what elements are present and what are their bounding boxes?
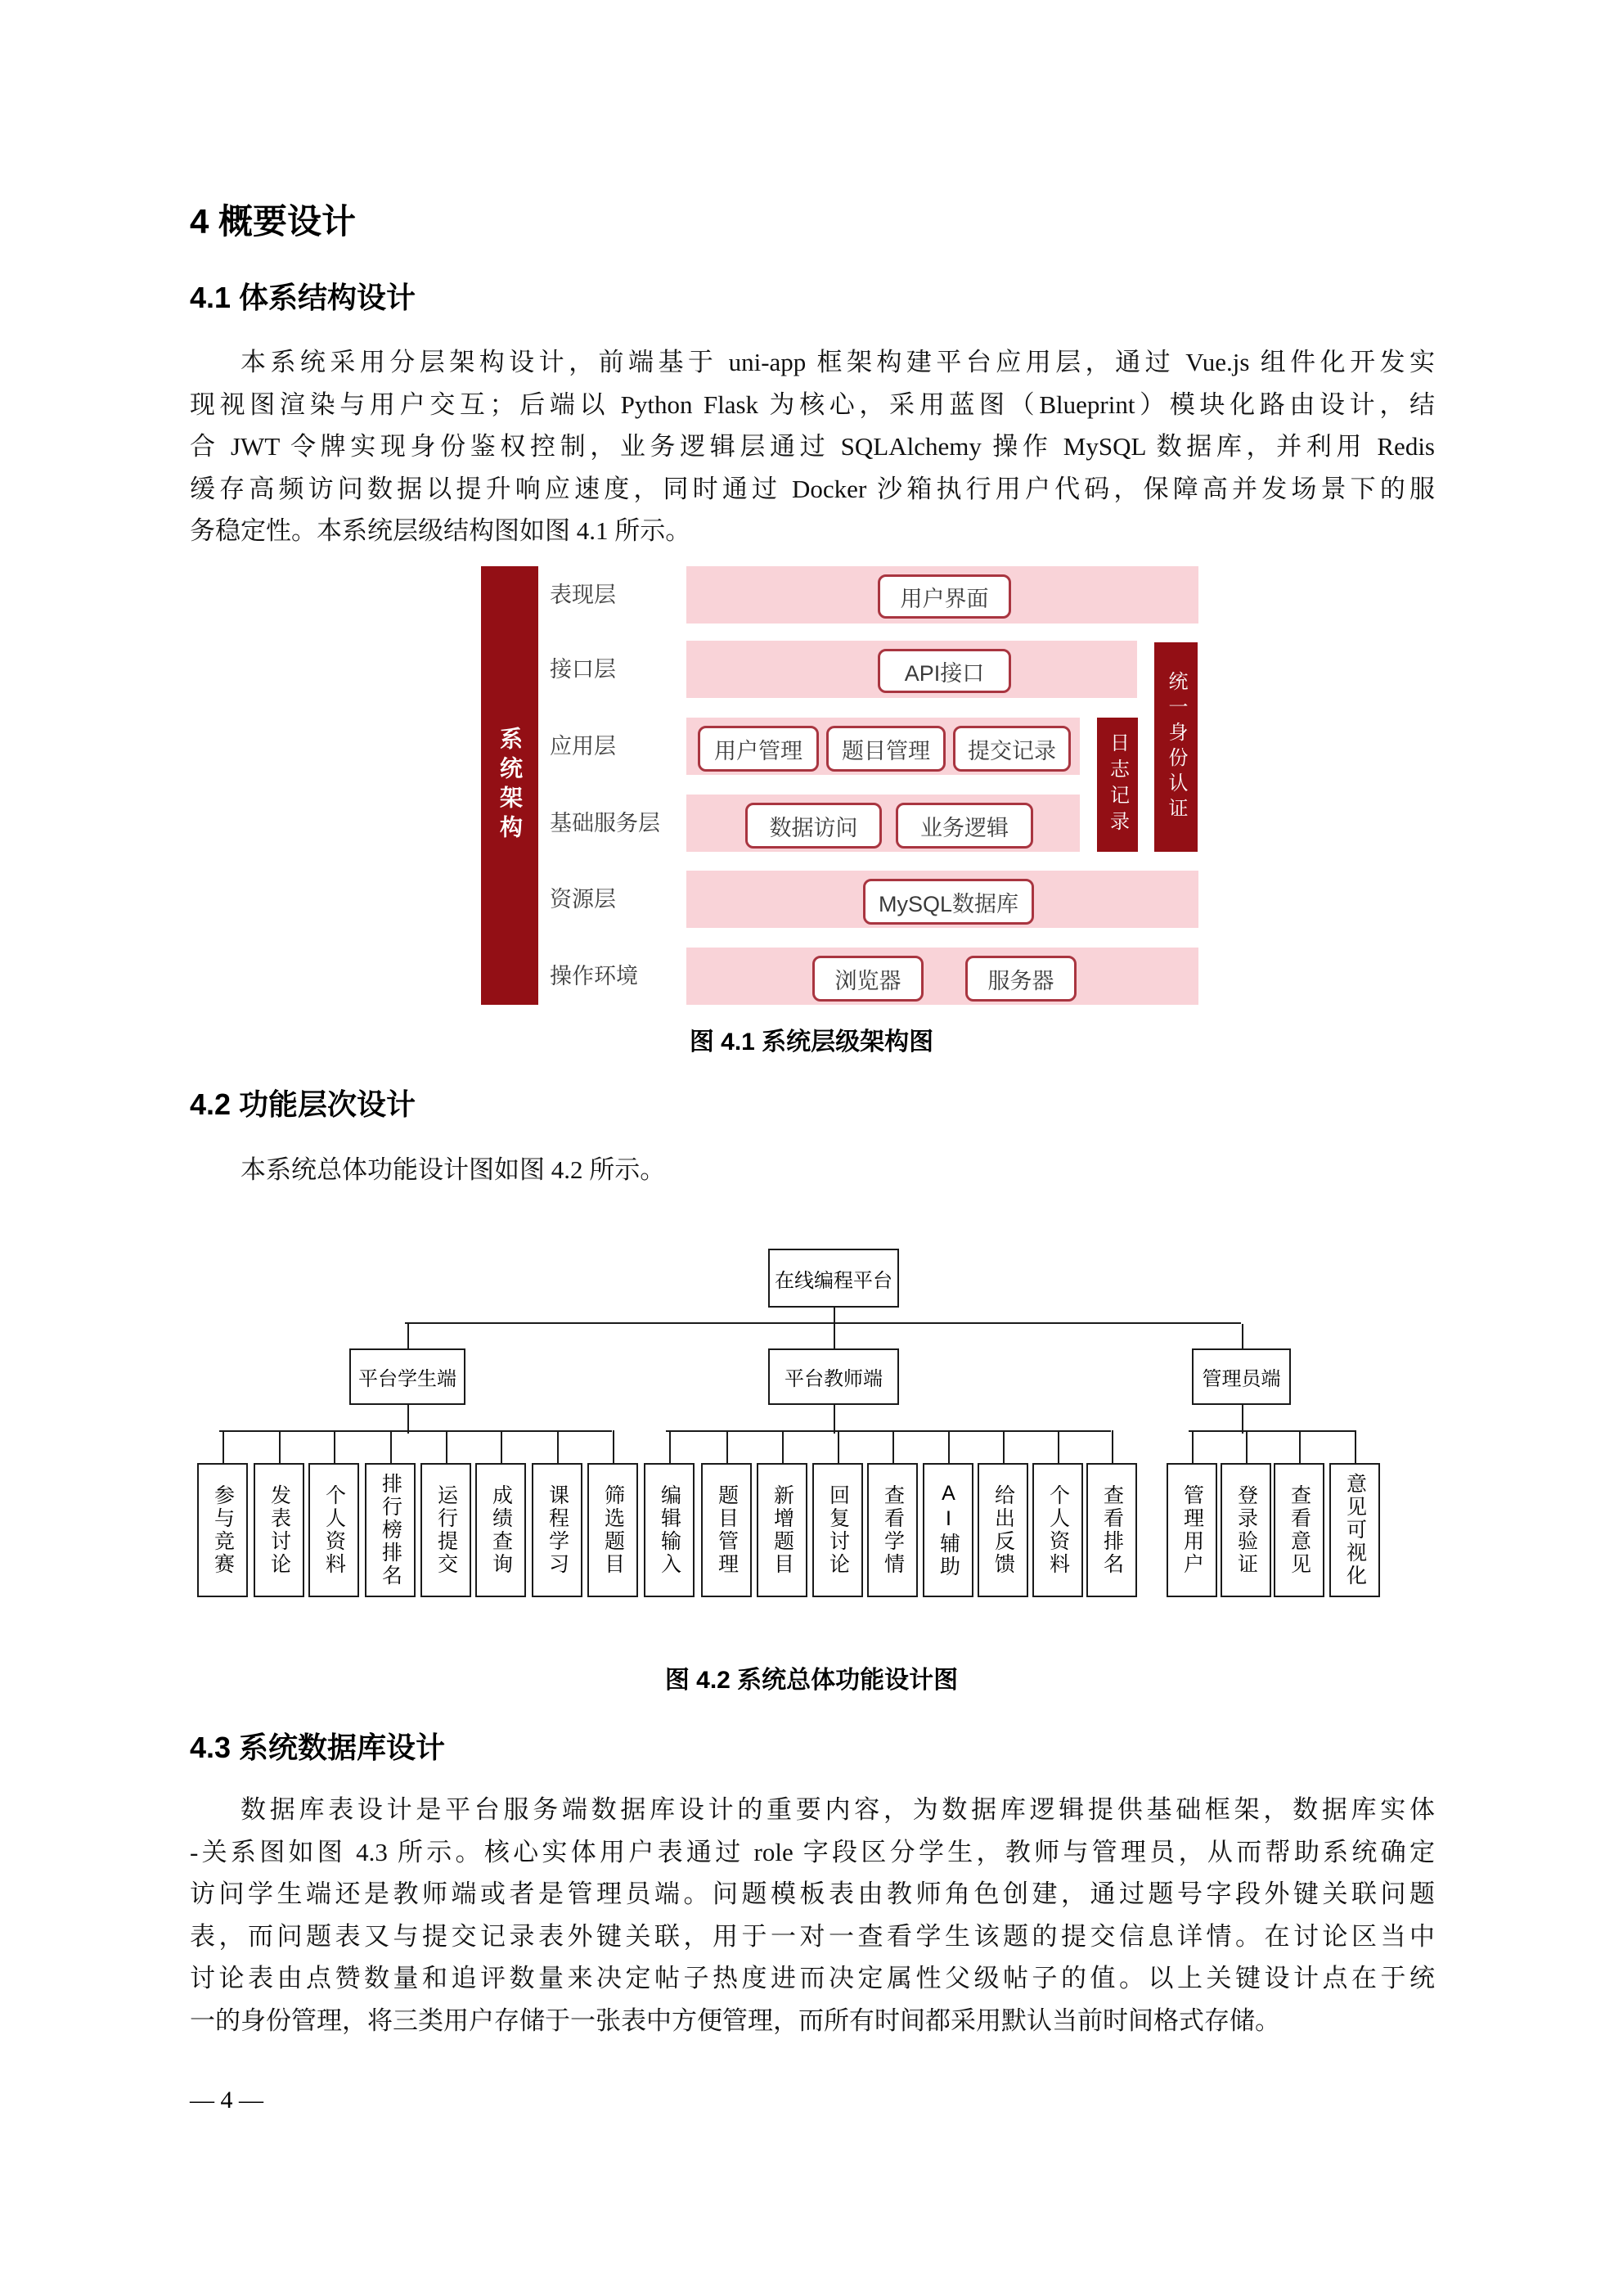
leaf-node: 管理用户 (1167, 1463, 1217, 1597)
figure-4-1-caption: 图 4.1 系统层级架构图 (689, 1029, 934, 1056)
connector (1003, 1430, 1005, 1463)
paragraph-4-3 (190, 1789, 1435, 2042)
component-box: 用户界面 (878, 574, 1011, 619)
component-box: 数据访问 (745, 803, 882, 849)
leaf-node: 查看学情 (867, 1463, 918, 1597)
section-heading-4-3: 4.3 系统数据库设计 (190, 1731, 446, 1764)
section-heading-4-1: 4.1 体系结构设计 (190, 281, 416, 314)
connector (1246, 1430, 1248, 1463)
paragraph-line: 一的身份管理，将三类用户存储于一张表中方便管理，而所有时间都采用默认当前时间格式存储。 (190, 2006, 1280, 2035)
layer-label: 表现层 (550, 583, 616, 607)
leaf-node: 个人资料 (1032, 1463, 1083, 1597)
log-record-bar: 日志记录 (1097, 718, 1138, 852)
connector (1112, 1430, 1113, 1463)
unified-identity-auth-bar: 统一身份认证 (1154, 642, 1198, 852)
connector (1355, 1430, 1356, 1463)
leaf-node: 运行提交 (420, 1463, 471, 1597)
tree-branch-student: 平台学生端 (349, 1348, 465, 1405)
page-number: — 4 — (190, 2087, 263, 2114)
layer-label: 基础服务层 (550, 811, 660, 835)
paragraph-line: 表，而问题表又与提交记录表外键关联，用于一对一查看学生该题的提交信息详情。在讨论区当中 (190, 1921, 1435, 1951)
connector (405, 1322, 1241, 1324)
paragraph-line: 缓存高频访问数据以提升响应速度，同时通过 Docker 沙箱执行用户代码，保障高并发场景下的服 (190, 474, 1435, 503)
paragraph-line: 数据库表设计是平台服务端数据库设计的重要内容，为数据库逻辑提供基础框架，数据库实体 (241, 1795, 1435, 1824)
leaf-node: 排行榜排名 (365, 1463, 416, 1597)
connector (334, 1430, 335, 1463)
paragraph-4-1 (190, 341, 1435, 552)
figure-4-2-caption: 图 4.2 系统总体功能设计图 (664, 1667, 959, 1694)
component-box: MySQL数据库 (863, 879, 1034, 925)
component-box: 服务器 (965, 956, 1077, 1002)
connector (1189, 1430, 1355, 1432)
connector (219, 1430, 612, 1432)
connector (1299, 1430, 1301, 1463)
layer-label: 应用层 (550, 734, 616, 759)
paragraph-line: -关系图如图 4.3 所示。核心实体用户表通过 role 字段区分学生，教师与管理员，从而帮助系统确定 (190, 1837, 1435, 1866)
connector (948, 1430, 950, 1463)
leaf-node: 课程学习 (532, 1463, 582, 1597)
connector (279, 1430, 281, 1463)
section-heading-4-2: 4.2 功能层次设计 (190, 1087, 416, 1121)
layer-band (686, 948, 1198, 1005)
layer-label: 操作环境 (550, 964, 638, 988)
leaf-node: AI辅助 (923, 1463, 973, 1597)
leaf-node: 编辑输入 (644, 1463, 695, 1597)
system-architecture-bar: 系统架构 (481, 566, 538, 1005)
leaf-node: 筛选题目 (587, 1463, 638, 1597)
connector (782, 1430, 784, 1463)
leaf-node: 新增题目 (757, 1463, 807, 1597)
tree-branch-admin: 管理员端 (1192, 1348, 1291, 1405)
component-box: API接口 (878, 649, 1011, 693)
connector (613, 1430, 614, 1463)
connector (892, 1430, 894, 1463)
tree-root-node: 在线编程平台 (768, 1249, 899, 1308)
connector (666, 1430, 1111, 1432)
paragraph-line: 现视图渲染与用户交互；后端以 Python Flask 为核心，采用蓝图（Blueprint）模块化路由设计，结 (190, 389, 1435, 419)
chapter-title: 4 概要设计 (190, 202, 357, 241)
leaf-node: 查看排名 (1086, 1463, 1137, 1597)
component-box: 业务逻辑 (896, 803, 1033, 849)
leaf-node: 查看意见 (1274, 1463, 1324, 1597)
leaf-node: 意见可视化 (1329, 1463, 1380, 1597)
connector (838, 1430, 839, 1463)
figure-4-2-function-tree (0, 1227, 1623, 1612)
connector (501, 1430, 502, 1463)
leaf-node: 题目管理 (701, 1463, 752, 1597)
layer-label: 资源层 (550, 887, 616, 912)
connector (446, 1430, 447, 1463)
connector (726, 1430, 728, 1463)
paragraph-line: 本系统总体功能设计图如图 4.2 所示。 (241, 1155, 666, 1184)
layer-label: 接口层 (550, 657, 616, 682)
leaf-node: 发表讨论 (254, 1463, 304, 1597)
leaf-node: 回复讨论 (812, 1463, 863, 1597)
paragraph-line: 讨论表由点赞数量和追评数量来决定帖子热度进而决定属性父级帖子的值。以上关键设计点在于统 (190, 1964, 1435, 1993)
connector (223, 1430, 224, 1463)
component-box: 用户管理 (698, 726, 819, 772)
component-box: 提交记录 (953, 726, 1071, 772)
component-box: 题目管理 (826, 726, 946, 772)
connector (669, 1430, 671, 1463)
tree-branch-teacher: 平台教师端 (768, 1348, 899, 1405)
leaf-node: 成绩查询 (475, 1463, 526, 1597)
connector (557, 1430, 559, 1463)
component-box: 浏览器 (812, 956, 924, 1002)
paragraph-line: 务稳定性。本系统层级结构图如图 4.1 所示。 (190, 516, 691, 546)
leaf-node: 参与竞赛 (197, 1463, 248, 1597)
paragraph-line: 合 JWT 令牌实现身份鉴权控制，业务逻辑层通过 SQLAlchemy 操作 MySQL 数据库，并利用 Redis (190, 432, 1435, 461)
leaf-node: 给出反馈 (978, 1463, 1028, 1597)
figure-4-1-architecture-diagram (470, 563, 1207, 1011)
leaf-node: 登录验证 (1221, 1463, 1271, 1597)
connector (390, 1430, 392, 1463)
paragraph-4-2 (190, 1149, 1435, 1191)
paragraph-line: 本系统采用分层架构设计，前端基于 uni-app 框架构建平台应用层，通过 Vue.js 组件化开发实 (241, 348, 1435, 376)
paragraph-line: 访问学生端还是教师端或者是管理员端。问题模板表由教师角色创建，通过题号字段外键关联问题 (190, 1880, 1435, 1909)
leaf-node: 个人资料 (308, 1463, 359, 1597)
connector (1192, 1430, 1194, 1463)
connector (1058, 1430, 1059, 1463)
